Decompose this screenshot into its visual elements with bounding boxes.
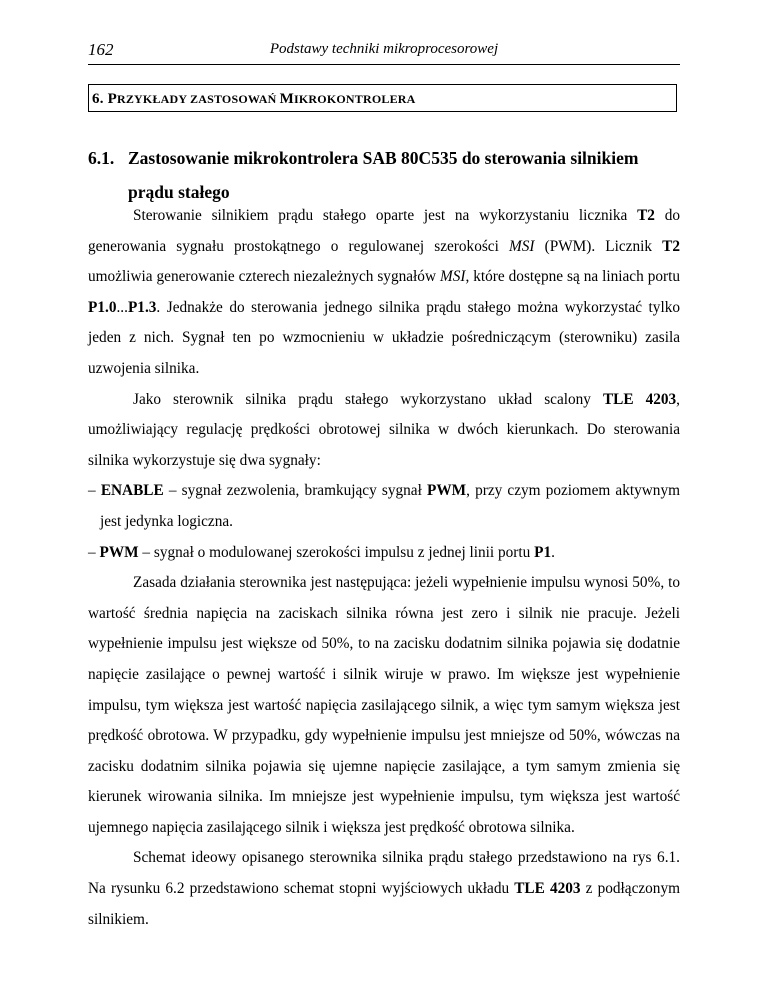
section-heading-line1: 6.1. Zastosowanie mikrokontrolera SAB 80C535 do sterowania silnikiem <box>88 141 680 175</box>
list-item-enable: – ENABLE – sygnał zezwolenia, bramkujący sygnał PWM, przy czym poziomem aktywnym jest jedynka logiczna. <box>88 482 680 530</box>
paragraph-4: Schemat ideowy opisanego sterownika silnika prądu stałego przedstawiono na rys 6.1. Na rysunku 6.2 przedstawiono schemat stopni wyjściowych układu TLE 4203 z podłączonym silnikiem. <box>88 849 680 928</box>
paragraph-2: Jako sterownik silnika prądu stałego wykorzystano układ scalony TLE 4203, umożliwiający regulację prędkości obrotowej silnika w dwóch kierunkach. Do sterowania silnika wykorzystuje się dwa sygnały: <box>88 390 680 469</box>
list-item-pwm: – PWM – sygnał o modulowanej szerokości impulsu z jednej linii portu P1. <box>88 543 555 561</box>
body-text <box>88 201 680 935</box>
paragraph-1: Sterowanie silnikiem prądu stałego oparte jest na wykorzystaniu licznika T2 do generowania sygnału prostokątnego o regulowanej szerokości MSI (PWM). Licznik T2 umożliwia generowanie czterech niezależnych sygnałów MSI, które dostępne są na liniach portu P1.0...P1.3. Jednakże do sterowania jednego silnika prądu stałego można wykorzystać tylko jeden z nich. Sygnał ten po wzmocnieniu w układzie pośredniczącym (sterowniku) zasila uzwojenia silnika. <box>88 207 681 377</box>
section-number: 6.1. <box>88 148 115 168</box>
paragraph-3: Zasada działania sterownika jest następująca: jeżeli wypełnienie impulsu wynosi 50%, to wartość średnia napięcia na zaciskach silnika równa jest zero i silnik nie pracuje. Jeżeli wypełnienie impulsu jest większe od 50%, to na zacisku dodatnim silnika pojawia się dodatnie napięcie zasilające o pewnej wartość i silnik wiruje w prawo. Im większe jest wypełnienie impulsu, tym większa jest wartość napięcia zasilającego silnik, a więc tym samym większa jest prędkość obrotowa. W przypadku, gdy wypełnienie impulsu jest mniejsze od 50%, wówczas na zacisku dodatnim silnika pojawia się ujemne napięcie zasilające, a tym samym zmienia się kierunek wirowania silnika. Im mniejsze jest wypełnienie impulsu, tym większa jest wartość ujemnego napięcia zasilającego silnik i większa jest prędkość obrotowa silnika. <box>88 574 680 836</box>
chapter-title: 6. PRZYKŁADY ZASTOSOWAŃ MIKROKONTROLERA <box>92 91 416 107</box>
page-number: 162 <box>88 40 114 59</box>
page-header <box>88 34 680 65</box>
section-heading <box>88 141 680 209</box>
chapter-heading-box <box>88 84 677 112</box>
running-title: Podstawy techniki mikroprocesorowej <box>269 41 499 57</box>
section-heading-line2: prądu stałego <box>128 182 230 202</box>
